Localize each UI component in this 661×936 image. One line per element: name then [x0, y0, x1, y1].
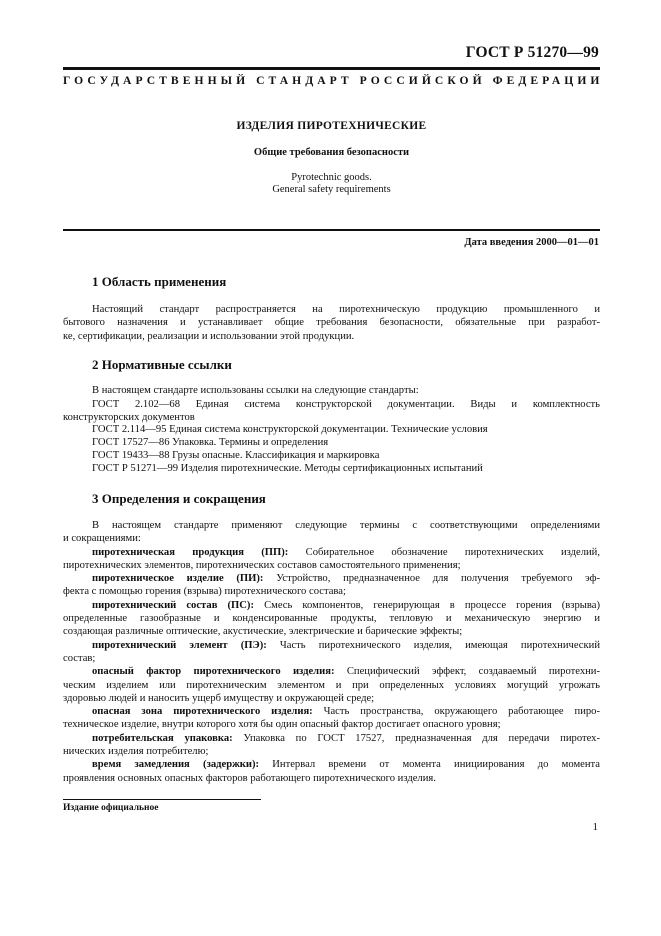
definition-line: техническое изделие, внутри которого хотя бы один опасный фактор достигает опасного уровня; — [63, 719, 501, 731]
document-subtitle: Общие требования безопасности — [253, 147, 410, 158]
definition-term-line: пиротехнический элемент (ПЭ): Часть пиротехнического изделия, имеющая пиротехнический — [92, 639, 600, 651]
definition-term-line: пиротехнический состав (ПС): Смесь компонентов, генерирующая в процессе горения (взрыва) — [92, 599, 600, 611]
definition-line: создающая различные оптические, акустические, электрические и барические эффекты; — [63, 626, 463, 638]
definition-line: определенные газообразные и конденсированные продукты, тепловую и механическую энергию и — [63, 613, 600, 625]
official-edition-label: Издание официальное — [63, 803, 159, 813]
definition-term-line: опасная зона пиротехнического изделия: Часть пространства, окружающего работающее пиро- — [92, 706, 600, 718]
document-title: ИЗДЕЛИЯ ПИРОТЕХНИЧЕСКИЕ — [236, 120, 427, 132]
section3-body — [63, 519, 600, 785]
definition-term: пиротехнический элемент (ПЭ): — [92, 639, 267, 651]
definition-term: время замедления (задержки): — [92, 759, 260, 771]
definition-line: пиротехнических элементов, пиротехнических составов самостоятельного применения; — [63, 559, 461, 571]
section2-heading: 2 Нормативные ссылки — [92, 357, 232, 372]
section1-line: бытового назначения и устанавливает общие требования безопасности, обязательные при разработ- — [63, 317, 600, 329]
definition-term-line: пиротехническое изделие (ПИ): Устройство, предназначенное для получения требуемого эф- — [92, 573, 600, 585]
section1-line: Настоящий стандарт распространяется на пиротехническую продукцию промышленного и — [92, 304, 600, 315]
title-rule — [63, 229, 600, 231]
section1-heading: 1 Область применения — [92, 274, 227, 289]
reference-item: ГОСТ 17527—86 Упаковка. Термины и определения — [92, 437, 329, 448]
reference-line: конструкторских документов — [63, 412, 195, 424]
definition-term: опасная зона пиротехнического изделия: — [92, 706, 313, 718]
definition-term: пиротехническая продукция (ПП): — [92, 546, 289, 558]
section2-intro: В настоящем стандарте использованы ссылки на следующие стандарты: — [92, 385, 419, 396]
section3-intro-line: и сокращениями: — [63, 533, 141, 545]
definition-term: пиротехнический состав (ПС): — [92, 599, 254, 611]
document-code: ГОСТ Р 51270—99 — [465, 44, 599, 61]
reference-item: ГОСТ 19433—88 Грузы опасные. Классификация и маркировка — [92, 450, 380, 461]
definition-term-line: опасный фактор пиротехнического изделия: Специфический эффект, создаваемый пиротехни- — [92, 666, 600, 678]
english-title-line2: General safety requirements — [272, 184, 391, 195]
definition-term-line: пиротехническая продукция (ПП): Собирательное обозначение пиротехнических изделий, — [92, 546, 600, 558]
definition-line: нических изделия потребителю; — [63, 746, 209, 758]
english-title-line1: Pyrotechnic goods. — [291, 172, 372, 183]
reference-item: ГОСТ 2.114—95 Единая система конструкторской документации. Технические условия — [92, 424, 488, 435]
header-rule — [63, 67, 600, 70]
reference-line: ГОСТ 2.102—68 Единая система конструкторской документации. Виды и комплектность — [92, 399, 600, 410]
definition-term-line: время замедления (задержки): Интервал времени от момента инициирования до момента — [92, 759, 600, 771]
reference-item: ГОСТ Р 51271—99 Изделия пиротехнические. Методы сертификационных испытаний — [92, 463, 483, 474]
definition-line: ческим изделием или пиротехническим элементом и при определенных условиях могущий угрожать — [63, 679, 600, 691]
organization-header: ГОСУДАРСТВЕННЫЙ СТАНДАРТ РОССИЙСКОЙ ФЕДЕРАЦИИ — [63, 74, 604, 87]
section1-line: ке, сертификации, реализации и использовании этой продукции. — [63, 330, 355, 342]
definition-term-line: потребительская упаковка: Упаковка по ГОСТ 17527, предназначенная для передачи пиротех- — [92, 732, 600, 744]
definition-line: проявления основных опасных факторов работающего пиротехнического изделия. — [63, 772, 436, 784]
section3-intro-line: В настоящем стандарте применяют следующие термины с соответствующими определениями — [92, 520, 600, 531]
definition-line: здоровью людей и наносить ущерб имуществу и окружающей среде; — [63, 692, 375, 704]
reference-gost-2-102 — [63, 398, 600, 425]
definition-term: опасный фактор пиротехнического изделия: — [92, 666, 335, 678]
introduction-date: Дата введения 2000—01—01 — [464, 237, 599, 248]
section1-paragraph — [63, 303, 600, 343]
definition-line: фекта с помощью горения (взрыва) пиротехнического состава; — [63, 586, 346, 598]
definition-line: состав; — [63, 652, 96, 664]
footer-rule — [63, 799, 261, 800]
page-number: 1 — [592, 821, 598, 833]
definition-term: потребительская упаковка: — [92, 732, 233, 744]
definition-term: пиротехническое изделие (ПИ): — [92, 573, 264, 585]
section3-heading: 3 Определения и сокращения — [92, 491, 266, 506]
